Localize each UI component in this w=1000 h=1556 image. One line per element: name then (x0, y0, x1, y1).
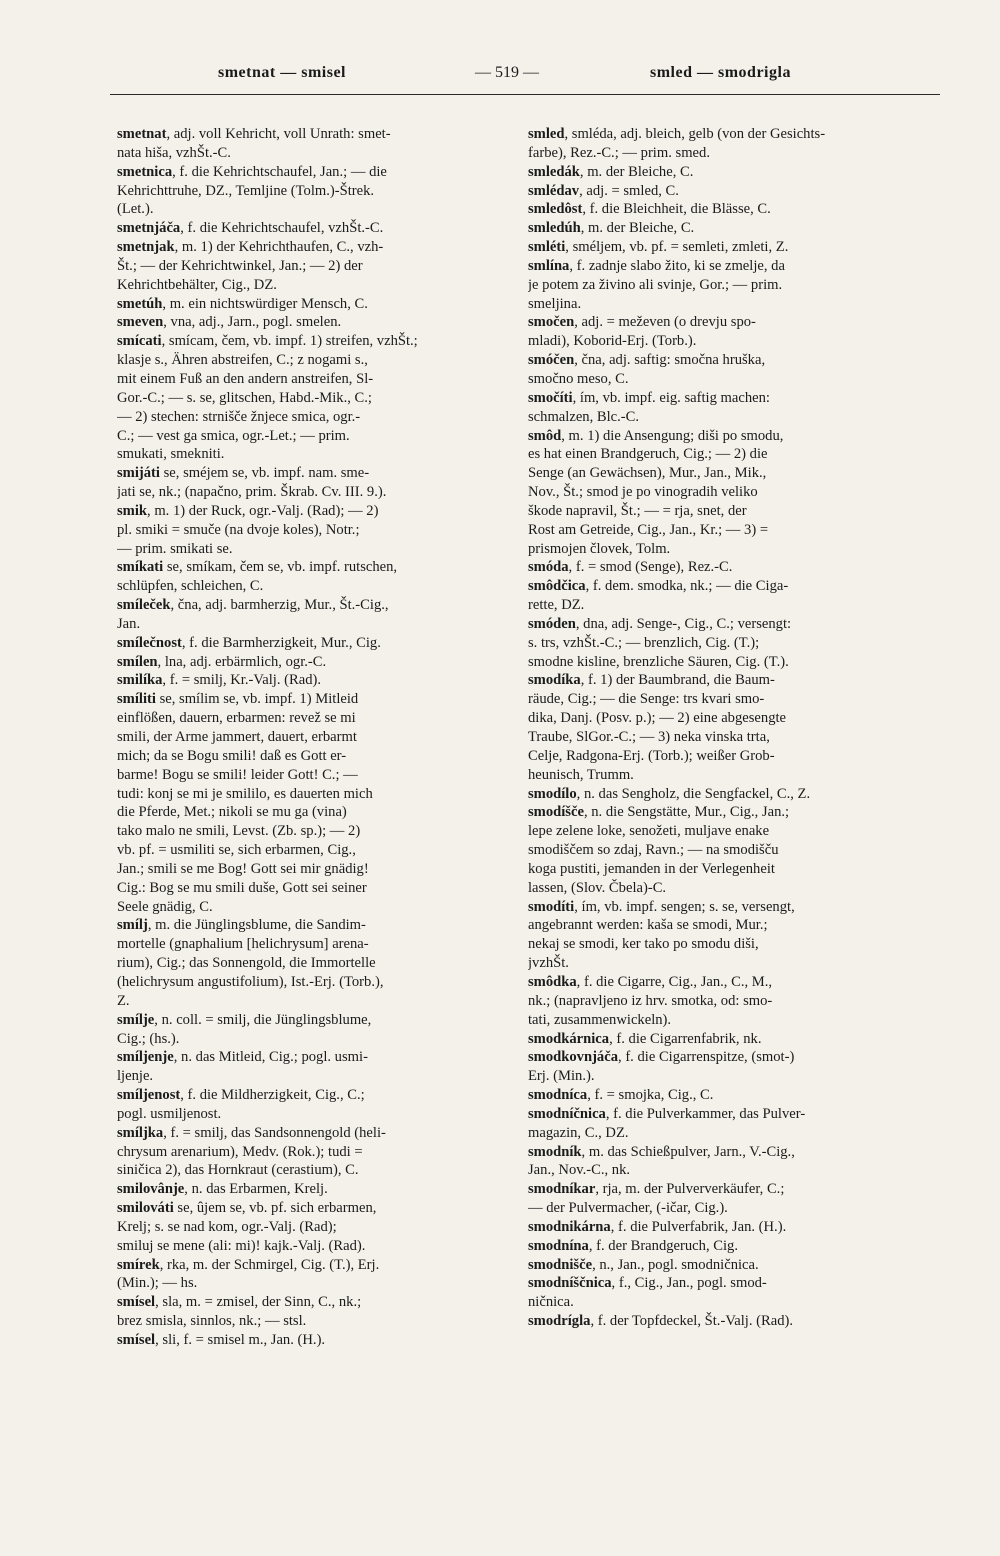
entry-first-line: smíliti se, smílim se, vb. impf. 1) Mitleid (117, 691, 359, 708)
entry-headword: smóda (528, 559, 569, 576)
entry-line: — prim. smikati se. (117, 540, 233, 557)
entry-headword: smíljka (117, 1124, 164, 1141)
entry-line: prismojen človek, Tolm. (528, 540, 671, 557)
entry-line: Nov., Št.; smod je po vinogradih veliko (528, 484, 758, 501)
entry-line: smodiščem so zdaj, Ravn.; — na smodišču (528, 842, 779, 859)
entry-line: nk.; (napravljeno iz hrv. smotka, od: smo- (528, 992, 773, 1009)
entry-first-line: smôdčica, f. dem. smodka, nk.; — die Ciga- (528, 578, 789, 595)
entry-headword: smetnica (117, 163, 173, 180)
entry-line: tati, zusammenwickeln). (528, 1011, 672, 1028)
entry-first-line: smetnat, adj. voll Kehricht, voll Unrath: smet- (117, 126, 391, 142)
entry-headword: smlédav (528, 182, 580, 199)
entry-line: pogl. usmiljenost. (117, 1105, 222, 1122)
dictionary-entry (117, 634, 511, 653)
dictionary-entry (528, 803, 922, 897)
dictionary-entry (117, 916, 511, 1010)
entry-first-line: smledúh, m. der Bleiche, C. (528, 220, 695, 237)
dictionary-entry (528, 163, 922, 182)
entry-headword: smodrígla (528, 1313, 591, 1330)
entry-first-line: smodník, m. das Schießpulver, Jarn., V.-Cig., (528, 1143, 795, 1160)
dictionary-entry (528, 671, 922, 784)
entry-line: Kehrichttruhe, DZ., Temljine (Tolm.)-Štrek. (117, 182, 375, 199)
entry-first-line: smílj, m. die Jünglingsblume, die Sandim- (117, 917, 366, 934)
dictionary-entry (117, 163, 511, 220)
entry-line: farbe), Rez.-C.; — prim. smed. (528, 144, 710, 161)
dictionary-entry (528, 219, 922, 238)
entry-headword: smíleček (117, 597, 171, 614)
entry-line: lassen, (Slov. Čbela)-C. (528, 879, 667, 896)
dictionary-entry (528, 615, 922, 672)
header-rule (110, 94, 940, 95)
dictionary-entry (117, 1048, 511, 1086)
entry-headword: smodníkar (528, 1181, 596, 1198)
dictionary-entry (117, 1293, 511, 1331)
entry-line: tudi: konj se mi je smililo, es dauerten mich (117, 785, 373, 802)
entry-headword: smodnikárna (528, 1218, 611, 1235)
entry-headword: smóden (528, 615, 576, 632)
entry-line: Z. (117, 992, 130, 1009)
entry-headword: smílje (117, 1011, 155, 1028)
entry-line: dika, Danj. (Posv. p.); — 2) eine abgesengte (528, 710, 787, 727)
entry-first-line: smijáti se, sméjem se, vb. impf. nam. sme- (117, 465, 370, 482)
entry-first-line: smled, smléda, adj. bleich, gelb (von der Gesichts- (528, 126, 826, 142)
dictionary-entry (117, 671, 511, 690)
dictionary-entry (528, 558, 922, 577)
entry-line: — der Pulvermacher, (-ičar, Cig.). (528, 1200, 728, 1217)
entry-first-line: smetnjak, m. 1) der Kehrichthaufen, C., vzh- (117, 239, 384, 256)
left-column (117, 125, 511, 1350)
entry-headword: smilováti (117, 1200, 174, 1217)
dictionary-entry (528, 973, 922, 1030)
dictionary-entry (528, 389, 922, 427)
entry-line: Cig.; (hs.). (117, 1030, 180, 1047)
entry-first-line: smlédav, adj. = smled, C. (528, 182, 679, 199)
entry-line: räude, Cig.; — die Senge: trs kvari smo- (528, 691, 765, 708)
entry-line: magazin, C., DZ. (528, 1124, 629, 1141)
dictionary-entry (117, 219, 511, 238)
entry-line: rium), Cig.; das Sonnengold, die Immortelle (117, 955, 376, 972)
entry-line: ničnica. (528, 1294, 574, 1311)
entry-headword: smledák (528, 163, 580, 180)
entry-line: brez smisla, sinnlos, nk.; — stsl. (117, 1313, 307, 1330)
entry-headword: smôdka (528, 973, 577, 990)
entry-first-line: smik, m. 1) der Ruck, ogr.-Valj. (Rad); — 2) (117, 502, 379, 519)
entry-headword: smodníčnica (528, 1105, 606, 1122)
entry-line: C.; — vest ga smica, ogr.-Let.; — prim. (117, 427, 350, 444)
dictionary-entry (528, 1143, 922, 1181)
entry-first-line: smôdka, f. die Cigarre, Cig., Jan., C., M., (528, 973, 773, 990)
entry-first-line: smílje, n. coll. = smilj, die Jünglingsblume, (117, 1011, 372, 1028)
entry-line: ljenje. (117, 1068, 154, 1085)
entry-first-line: smledák, m. der Bleiche, C. (528, 163, 694, 180)
entry-line: smili, der Arme jammert, dauert, erbarmt (117, 729, 357, 745)
entry-line: — 2) stechen: strnišče žnjece smica, ogr.- (117, 408, 361, 425)
dictionary-entry (528, 427, 922, 559)
entry-headword: smijáti (117, 465, 160, 482)
entry-line: rette, DZ. (528, 597, 585, 614)
entry-first-line: smodkovnjáča, f. die Cigarrenspitze, (smot-) (528, 1049, 795, 1066)
entry-first-line: smočíti, ím, vb. impf. eig. saftig machen: (528, 389, 770, 406)
entry-first-line: smísel, sla, m. = zmisel, der Sinn, C., nk.; (117, 1294, 362, 1311)
entry-first-line: smísel, sli, f. = smisel m., Jan. (H.). (117, 1332, 326, 1348)
entry-line: Erj. (Min.). (528, 1068, 595, 1085)
entry-line: smeljina. (528, 295, 582, 312)
header-left-guideword: smetnat — smisel (218, 64, 346, 81)
dictionary-entry (117, 464, 511, 502)
entry-headword: smícati (117, 333, 162, 350)
entry-line: einflößen, dauern, erbarmen: revež se mi (117, 710, 356, 727)
dictionary-entry (528, 125, 922, 163)
entry-first-line: smílečnost, f. die Barmherzigkeit, Mur., Cig. (117, 634, 381, 651)
entry-first-line: smetúh, m. ein nichtswürdiger Mensch, C. (117, 295, 368, 312)
entry-first-line: smodkárnica, f. die Cigarrenfabrik, nk. (528, 1030, 762, 1047)
entry-first-line: smléti, sméljem, vb. pf. = semleti, zmleti, Z. (528, 239, 789, 256)
entry-first-line: smodníščnica, f., Cig., Jan., pogl. smod- (528, 1275, 767, 1292)
entry-line: mladi), Koborid-Erj. (Torb.). (528, 333, 697, 350)
entry-headword: smírek (117, 1256, 160, 1273)
entry-line: tako malo ne smili, Levst. (Zb. sp.); — 2) (117, 823, 361, 840)
entry-first-line: smodnišče, n., Jan., pogl. smodničnica. (528, 1256, 759, 1273)
entry-line: Kehrichtbehälter, Cig., DZ. (117, 276, 277, 293)
entry-line: mortelle (gnaphalium [helichrysum] arena- (117, 936, 369, 953)
entry-line: Cig.: Bog se mu smili duše, Gott sei seiner (117, 879, 367, 896)
entry-line: heunisch, Trumm. (528, 766, 634, 783)
dictionary-entry (528, 182, 922, 201)
entry-line: Gor.-C.; — s. se, glitschen, Habd.-Mik., C.; (117, 389, 372, 406)
dictionary-entry (117, 1256, 511, 1294)
dictionary-entry (528, 200, 922, 219)
entry-headword: smledôst (528, 201, 583, 218)
dictionary-entry (117, 596, 511, 634)
entry-first-line: smilovânje, n. das Erbarmen, Krelj. (117, 1181, 328, 1198)
entry-line: pl. smiki = smuče (na dvoje koles), Notr.; (117, 521, 360, 538)
entry-headword: smetnjáča (117, 220, 181, 237)
entry-first-line: smodnína, f. der Brandgeruch, Cig. (528, 1237, 738, 1254)
entry-first-line: smodníkar, rja, m. der Pulververkäufer, C.; (528, 1181, 785, 1198)
entry-line: barme! Bogu se smili! leider Gott! C.; — (117, 766, 358, 783)
entry-headword: smodílo (528, 785, 577, 802)
dictionary-entry (117, 1124, 511, 1181)
entry-first-line: smíljka, f. = smilj, das Sandsonnengold (heli- (117, 1124, 386, 1141)
entry-line: schmalzen, Blc.-C. (528, 408, 640, 425)
entry-line: Št.; — der Kehrichtwinkel, Jan.; — 2) der (117, 257, 363, 274)
dictionary-entry (528, 1237, 922, 1256)
entry-first-line: smodníca, f. = smojka, Cig., C. (528, 1087, 714, 1104)
entry-line: smiluj se mene (ali: mi)! kajk.-Valj. (Rad). (117, 1237, 366, 1254)
entry-headword: smodníščnica (528, 1275, 612, 1292)
entry-headword: smílj (117, 917, 148, 934)
entry-first-line: smilíka, f. = smilj, Kr.-Valj. (Rad). (117, 672, 322, 689)
dictionary-entry (117, 1011, 511, 1049)
entry-first-line: smícati, smícam, čem, vb. impf. 1) streifen, vzhŠt.; (117, 333, 418, 350)
entry-first-line: smílen, lna, adj. erbärmlich, ogr.-C. (117, 653, 327, 670)
right-column (528, 125, 922, 1331)
entry-line: smočno meso, C. (528, 370, 629, 387)
dictionary-entry (528, 1048, 922, 1086)
dictionary-entry (117, 295, 511, 314)
entry-line: škode napravil, Št.; — = rja, snet, der (528, 502, 747, 519)
entry-line: mit einem Fuß an den andern anstreifen, Sl- (117, 370, 374, 387)
entry-first-line: smodnikárna, f. die Pulverfabrik, Jan. (H.). (528, 1218, 787, 1235)
entry-headword: smetnjak (117, 239, 175, 256)
dictionary-entry (528, 351, 922, 389)
dictionary-entry (117, 125, 511, 163)
entry-first-line: smeven, vna, adj., Jarn., pogl. smelen. (117, 314, 342, 331)
entry-line: s. trs, vzhŠt.-C.; — brenzlich, Cig. (T.); (528, 634, 760, 651)
dictionary-entry (117, 502, 511, 559)
entry-first-line: smóden, dna, adj. Senge-, Cig., C.; versengt: (528, 615, 792, 632)
page-number: — 519 — (475, 64, 539, 81)
entry-line: Senge (an Gewächsen), Mur., Jan., Mik., (528, 465, 767, 482)
dictionary-entry (117, 653, 511, 672)
entry-first-line: smóčen, čna, adj. saftig: smočna hruška, (528, 352, 766, 369)
entry-headword: smledúh (528, 220, 581, 237)
entry-headword: smísel (117, 1332, 156, 1348)
entry-headword: smísel (117, 1294, 156, 1311)
entry-line: Krelj; s. se nad kom, ogr.-Valj. (Rad); (117, 1218, 337, 1235)
dictionary-entry (528, 1256, 922, 1275)
entry-line: lepe zelene loke, senožeti, muljave enake (528, 823, 770, 840)
entry-line: die Pferde, Met.; nikoli se mu ga (vina) (117, 804, 347, 821)
entry-line: angebrannt werden: kaša se smodi, Mur.; (528, 917, 768, 934)
entry-headword: smodnína (528, 1237, 589, 1254)
dictionary-entry (117, 332, 511, 464)
entry-headword: smodíka (528, 672, 581, 689)
entry-line: schlüpfen, schleichen, C. (117, 578, 264, 595)
entry-headword: smilovânje (117, 1181, 185, 1198)
dictionary-entry (528, 1030, 922, 1049)
dictionary-entry (117, 313, 511, 332)
entry-headword: smodnišče (528, 1256, 593, 1273)
entry-line: Rost am Getreide, Cig., Jan., Kr.; — 3) = (528, 521, 769, 538)
entry-headword: smodkovnjáča (528, 1049, 619, 1066)
entry-headword: smočen (528, 314, 575, 331)
entry-line: Jan. (117, 615, 141, 632)
entry-line: smodne kisline, brenzliche Säuren, Cig. (T.). (528, 653, 789, 670)
entry-headword: smodník (528, 1143, 582, 1160)
entry-line: siničica 2), das Hornkraut (cerastium), C. (117, 1162, 359, 1179)
dictionary-entry (528, 1105, 922, 1143)
entry-line: Jan., Nov.-C., nk. (528, 1162, 631, 1179)
page-header (110, 60, 940, 90)
entry-first-line: smôd, m. 1) die Ansengung; diši po smodu, (528, 427, 784, 444)
entry-line: Seele gnädig, C. (117, 898, 213, 915)
entry-line: Traube, SlGor.-C.; — 3) neka vinska trta, (528, 729, 770, 745)
entry-headword: smóčen (528, 352, 575, 369)
entry-line: (Min.); — hs. (117, 1275, 198, 1292)
entry-line: mich; da se Bogu smili! daß es Gott er- (117, 747, 347, 764)
entry-first-line: smodílo, n. das Sengholz, die Sengfackel, C., Z. (528, 785, 811, 802)
entry-line: vb. pf. = usmiliti se, sich erbarmen, Cig., (117, 842, 356, 859)
entry-headword: smôd (528, 427, 562, 444)
entry-line: (Let.). (117, 201, 154, 218)
entry-headword: smled (528, 126, 565, 142)
dictionary-entry (117, 558, 511, 596)
entry-line: jati se, nk.; (napačno, prim. Škrab. Cv. III. 9.). (117, 484, 387, 501)
dictionary-entry (117, 238, 511, 295)
entry-first-line: smledôst, f. die Bleichheit, die Blässe, C. (528, 201, 771, 218)
dictionary-entry (117, 1086, 511, 1124)
dictionary-entry (528, 1086, 922, 1105)
entry-first-line: smodíti, ím, vb. impf. sengen; s. se, versengt, (528, 898, 795, 915)
entry-line: chrysum arenarium), Medv. (Rok.); tudi = (117, 1143, 363, 1160)
entry-headword: smodkárnica (528, 1030, 610, 1047)
entry-first-line: smíljenost, f. die Mildherzigkeit, Cig., C.; (117, 1087, 365, 1104)
entry-line: Jan.; smili se me Bog! Gott sei mir gnädig! (117, 860, 369, 877)
entry-first-line: smodíšče, n. die Sengstätte, Mur., Cig., Jan.; (528, 804, 790, 821)
dictionary-entry (528, 257, 922, 314)
entry-headword: smodíšče (528, 804, 584, 821)
entry-headword: smílen (117, 653, 158, 670)
dictionary-entry (117, 1199, 511, 1256)
entry-headword: smíliti (117, 691, 156, 708)
entry-first-line: smóda, f. = smod (Senge), Rez.-C. (528, 559, 733, 576)
entry-line: es hat einen Brandgeruch, Cig.; — 2) die (528, 446, 768, 463)
dictionary-entry (117, 1180, 511, 1199)
entry-headword: smeven (117, 314, 164, 331)
entry-line: (helichrysum angustifolium), Ist.-Erj. (Torb.), (117, 973, 384, 990)
entry-first-line: smilováti se, ûjem se, vb. pf. sich erbarmen, (117, 1200, 377, 1217)
entry-first-line: smetnica, f. die Kehrichtschaufel, Jan.; — die (117, 163, 387, 180)
dictionary-entry (528, 577, 922, 615)
entry-first-line: smetnjáča, f. die Kehrichtschaufel, vzhŠt.-C. (117, 220, 384, 237)
entry-first-line: smíljenje, n. das Mitleid, Cig.; pogl. usmi- (117, 1049, 368, 1066)
entry-headword: smíljenje (117, 1049, 174, 1066)
entry-headword: smílečnost (117, 634, 182, 651)
entry-first-line: smodíka, f. 1) der Baumbrand, die Baum- (528, 672, 775, 689)
entry-line: je potem za živino ali svinje, Gor.; — prim. (528, 276, 783, 293)
entry-first-line: smočen, adj. = meževen (o drevju spo- (528, 314, 756, 331)
dictionary-entry (117, 690, 511, 916)
entry-line: koga pustiti, jemanden in der Verlegenheit (528, 860, 775, 877)
entry-line: smukati, smekniti. (117, 446, 225, 463)
dictionary-entry (117, 1331, 511, 1350)
entry-first-line: smodníčnica, f. die Pulverkammer, das Pulver- (528, 1105, 806, 1122)
header-right-guideword: smled — smodrigla (650, 64, 791, 81)
entry-headword: smočíti (528, 389, 573, 406)
dictionary-entry (528, 785, 922, 804)
entry-line: nata hiša, vzhŠt.-C. (117, 144, 231, 161)
entry-headword: smodíti (528, 898, 575, 915)
entry-line: klasje s., Ähren abstreifen, C.; z nogami s., (117, 352, 368, 369)
dictionary-entry (528, 1180, 922, 1218)
entry-headword: smlína (528, 257, 570, 274)
entry-headword: smléti (528, 239, 566, 256)
entry-headword: smilíka (117, 672, 163, 689)
dictionary-entry (528, 1274, 922, 1312)
entry-line: nekaj se smodi, ker tako po smodu diši, (528, 936, 759, 953)
dictionary-entry (528, 313, 922, 351)
entry-first-line: smírek, rka, m. der Schmirgel, Cig. (T.), Erj. (117, 1256, 380, 1273)
entry-headword: smetnat (117, 126, 167, 142)
entry-first-line: smlína, f. zadnje slabo žito, ki se zmelje, da (528, 257, 785, 274)
entry-headword: smik (117, 502, 148, 519)
entry-line: Celje, Radgona-Erj. (Torb.); weißer Grob- (528, 747, 775, 764)
entry-first-line: smíkati se, smíkam, čem se, vb. impf. rutschen, (117, 559, 398, 576)
entry-line: jvzhŠt. (528, 955, 569, 972)
entry-headword: smíkati (117, 559, 164, 576)
dictionary-entry (528, 898, 922, 973)
dictionary-entry (528, 1312, 922, 1331)
dictionary-entry (528, 1218, 922, 1237)
entry-headword: smetúh (117, 295, 163, 312)
entry-headword: smíljenost (117, 1087, 181, 1104)
entry-headword: smôdčica (528, 578, 586, 595)
dictionary-entry (528, 238, 922, 257)
entry-first-line: smodrígla, f. der Topfdeckel, Št.-Valj. (Rad). (528, 1313, 793, 1330)
entry-first-line: smíleček, čna, adj. barmherzig, Mur., Št.-Cig., (117, 597, 389, 614)
entry-headword: smodníca (528, 1087, 588, 1104)
